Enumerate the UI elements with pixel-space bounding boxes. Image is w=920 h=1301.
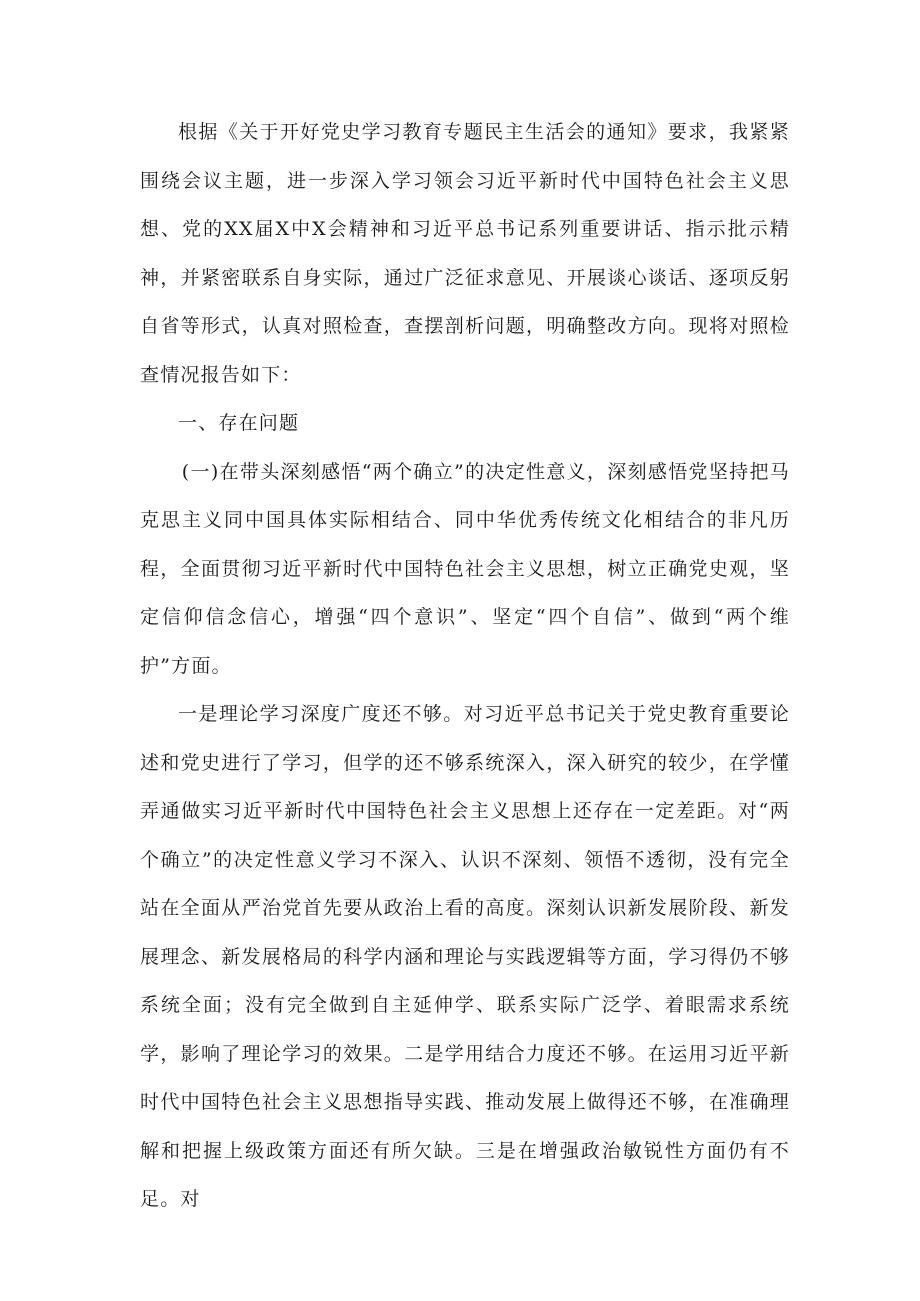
body-paragraph-1: 一是理论学习深度广度还不够。对习近平总书记关于党史教育重要论述和党史进行了学习，但学的还不够系统深入，深入研究的较少，在学懂弄通做实习近平新时代中国特色社会主义思想上还存在一定差距。对“两个确立”的决定性意义学习不深入、认识不深刻、领悟不透彻，没有完全站在全面从严治党首先要从政治上看的高度。深刻认识新发展阶段、新发展理念、新发展格局的科学内涵和理论与实践逻辑等方面，学习得仍不够系统全面；没有完全做到自主延伸学、联系实际广泛学、着眼需求系统学，影响了理论学习的效果。二是学用结合力度还不够。在运用习近平新时代中国特色社会主义思想指导实践、推动发展上做得还不够，在准确理解和把握上级政策方面还有所欠缺。三是在增强政治敏锐性方面仍有不足。对 xyxy=(140,703,790,1210)
subsection-paragraph-1: (一)在带头深刻感悟“两个确立”的决定性意义，深刻感悟党坚持把马克思主义同中国具体实际相结合、同中华优秀传统文化相结合的非凡历程，全面贯彻习近平新时代中国特色社会主义思想，树立正确党史观，坚定信仰信念信心，增强“四个意识”、坚定“四个自信”、做到“两个维护”方面。 xyxy=(140,460,790,677)
document-body xyxy=(140,108,790,1224)
intro-paragraph: 根据《关于开好党史学习教育专题民主生活会的通知》要求，我紧紧围绕会议主题，进一步深入学习领会习近平新时代中国特色社会主义思想、党的XX届X中X会精神和习近平总书记系列重要讲话、指示批示精神，并紧密联系自身实际，通过广泛征求意见、开展谈心谈话、逐项反躬自省等形式，认真对照检查，查摆剖析问题，明确整改方向。现将对照检查情况报告如下： xyxy=(140,121,790,386)
section-heading-problems: 一、存在问题 xyxy=(178,412,300,434)
